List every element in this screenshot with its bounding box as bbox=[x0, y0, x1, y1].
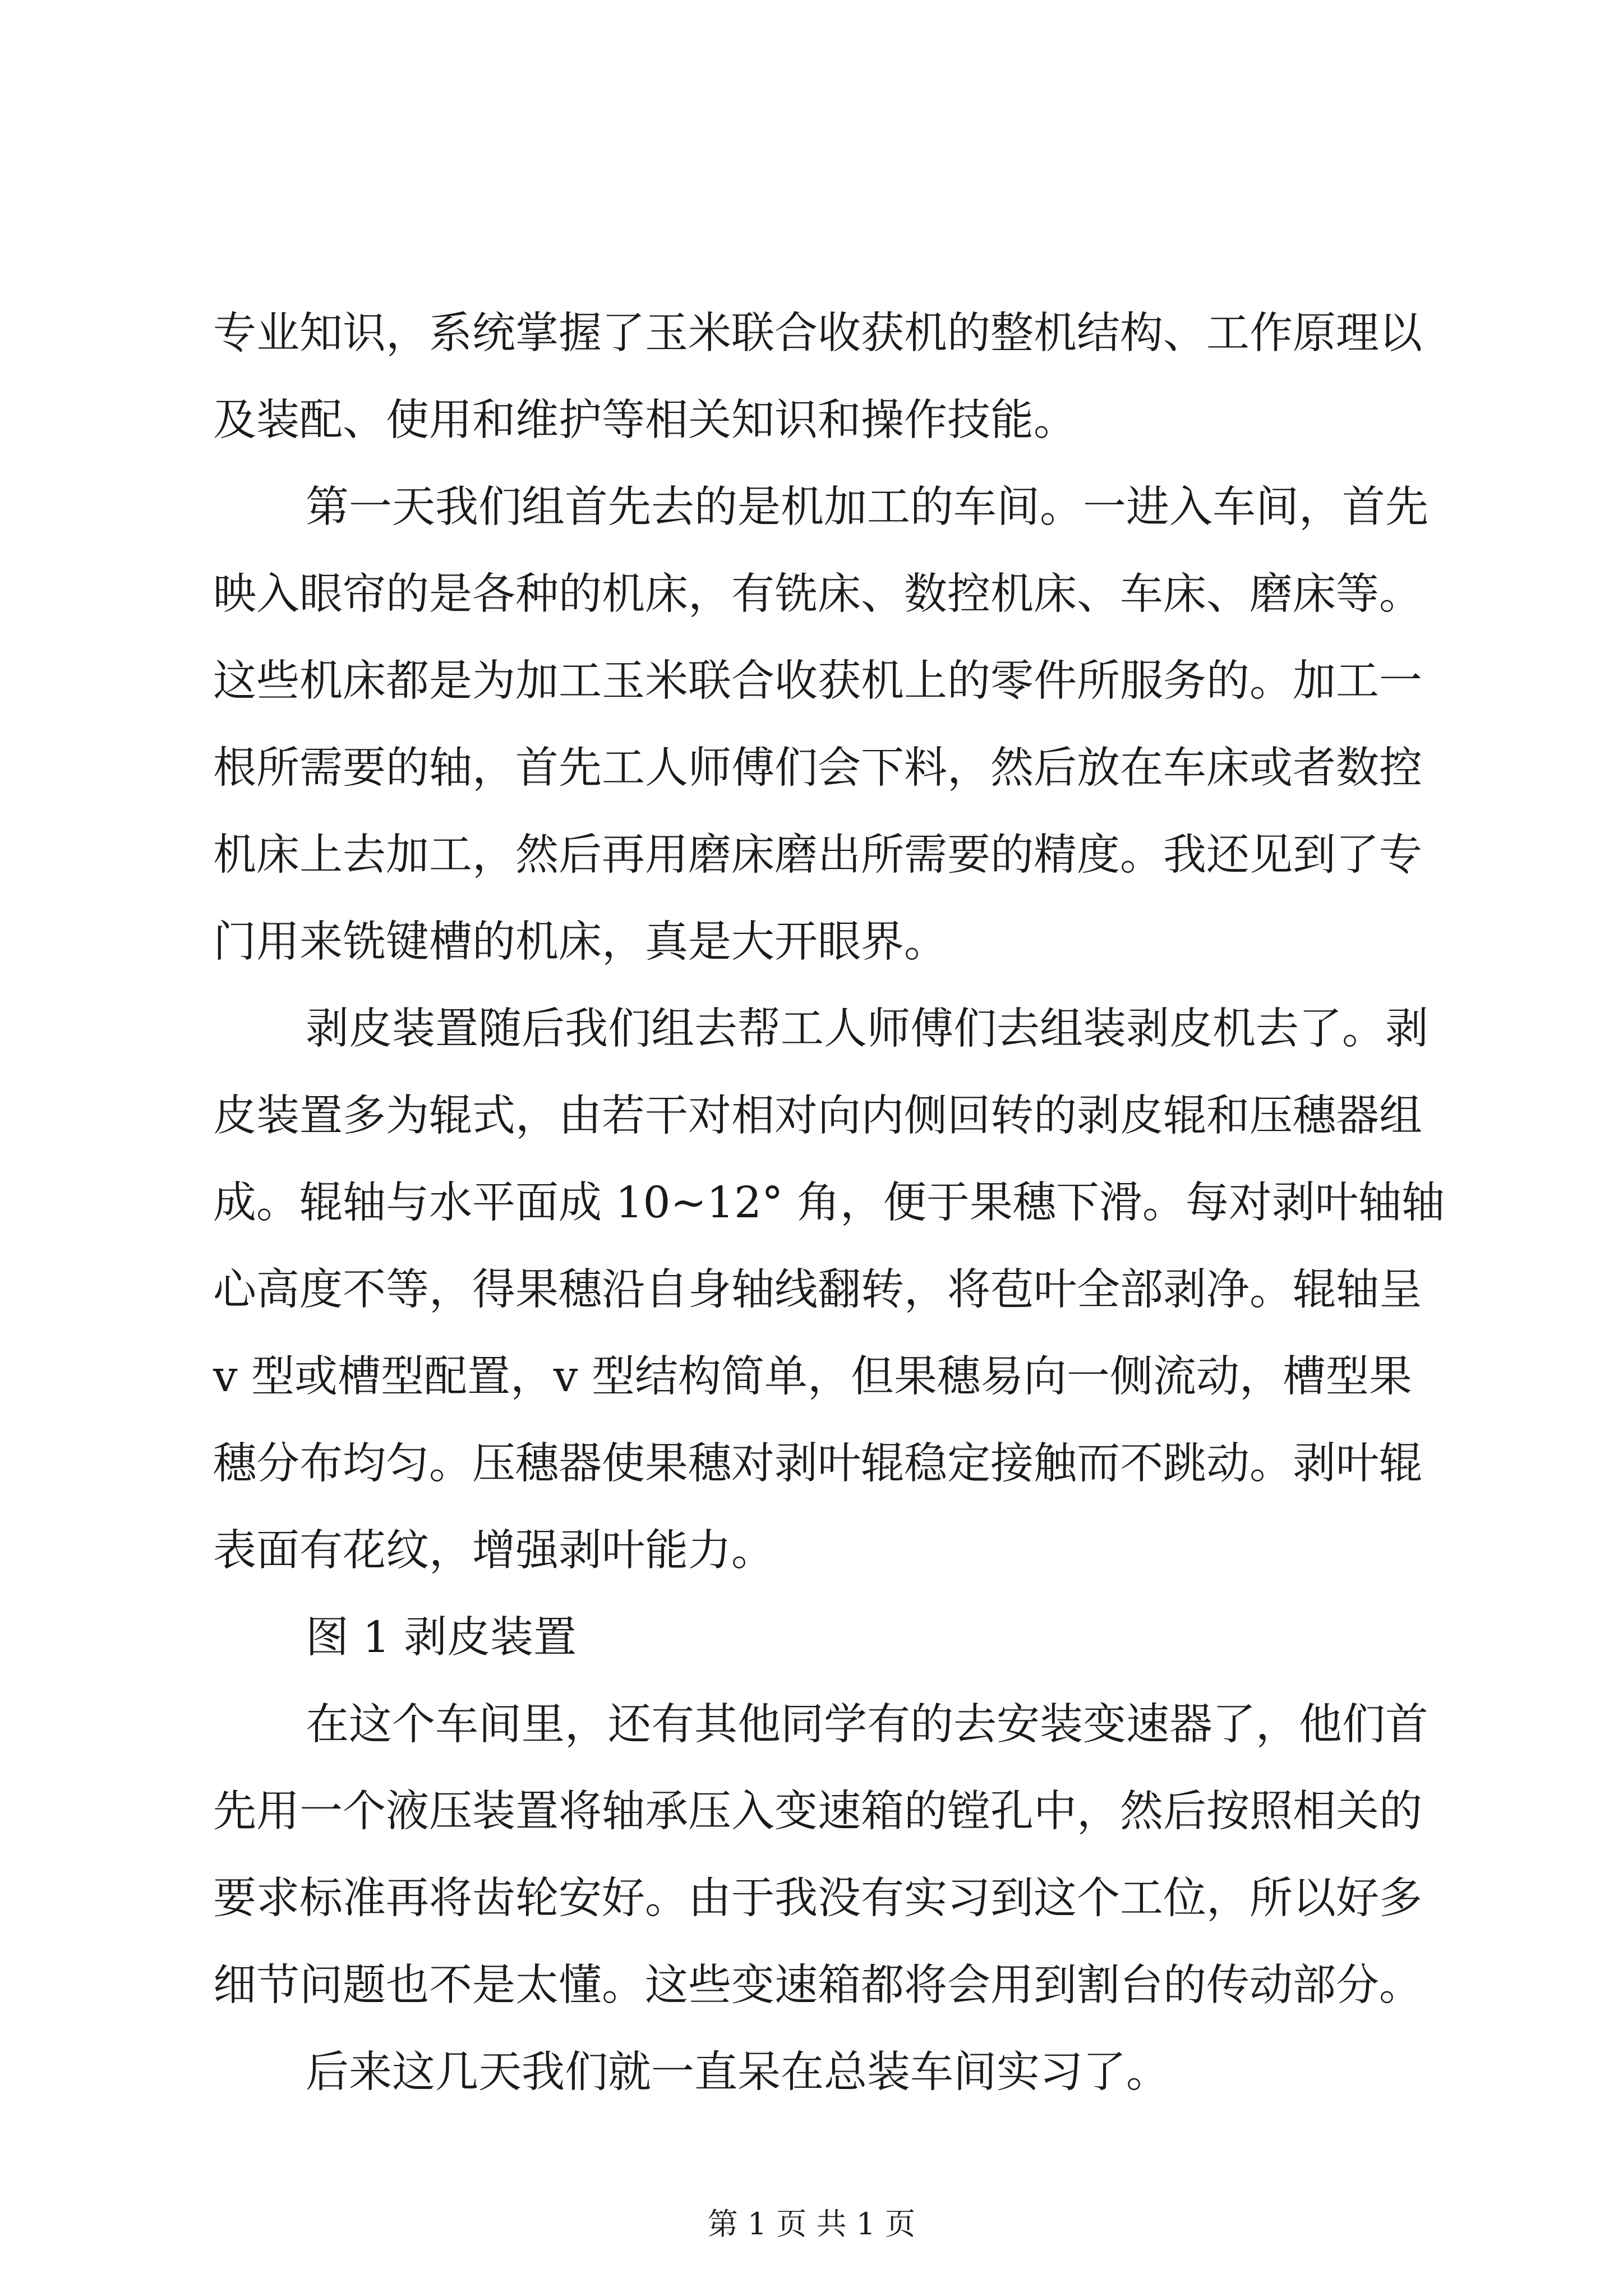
text-line: 先用一个液压装置将轴承压入变速箱的镗孔中，然后按照相关的 bbox=[213, 1787, 1422, 1837]
text-line: 机床上去加工，然后再用磨床磨出所需要的精度。我还见到了专 bbox=[213, 830, 1422, 880]
text-line: 成。辊轴与水平面成 10~12° 角，便于果穗下滑。每对剥叶轴轴 bbox=[213, 1178, 1445, 1228]
text-line: 皮装置多为辊式，由若干对相对向内侧回转的剥皮辊和压穗器组 bbox=[213, 1091, 1422, 1141]
text-line: 穗分布均匀。压穗器使果穗对剥叶辊稳定接触而不跳动。剥叶辊 bbox=[213, 1439, 1422, 1489]
text-line: 门用来铣键槽的机床，真是大开眼界。 bbox=[213, 917, 947, 967]
paragraph-start-line: 后来这几天我们就一直呆在总装车间实习了。 bbox=[306, 2047, 1169, 2097]
text-line: 根所需要的轴，首先工人师傅们会下料，然后放在车床或者数控 bbox=[213, 743, 1422, 793]
text-line: 及装配、使用和维护等相关知识和操作技能。 bbox=[213, 395, 1077, 445]
page-footer: 第 1 页 共 1 页 bbox=[707, 2206, 916, 2242]
text-line: 表面有花纹，增强剥叶能力。 bbox=[213, 1526, 774, 1576]
text-line: 心高度不等，得果穗沿自身轴线翻转，将苞叶全部剥净。辊轴呈 bbox=[213, 1265, 1422, 1315]
figure-caption: 图 1 剥皮装置 bbox=[306, 1613, 577, 1663]
text-line: v 型或槽型配置，v 型结构简单，但果穗易向一侧流动，槽型果 bbox=[213, 1352, 1412, 1402]
text-line: 细节问题也不是太懂。这些变速箱都将会用到割台的传动部分。 bbox=[213, 1961, 1422, 2010]
paragraph-start-line: 剥皮装置随后我们组去帮工人师傅们去组装剥皮机去了。剥 bbox=[306, 1004, 1428, 1054]
text-line: 专业知识，系统掌握了玉米联合收获机的整机结构、工作原理以 bbox=[213, 309, 1422, 358]
text-line: 要求标准再将齿轮安好。由于我没有实习到这个工位，所以好多 bbox=[213, 1874, 1422, 1924]
text-line: 这些机床都是为加工玉米联合收获机上的零件所服务的。加工一 bbox=[213, 656, 1422, 706]
paragraph-start-line: 在这个车间里，还有其他同学有的去安装变速器了，他们首 bbox=[306, 1700, 1428, 1750]
paragraph-start-line: 第一天我们组首先去的是机加工的车间。一进入车间，首先 bbox=[306, 482, 1428, 532]
text-line: 映入眼帘的是各种的机床，有铣床、数控机床、车床、磨床等。 bbox=[213, 569, 1422, 619]
